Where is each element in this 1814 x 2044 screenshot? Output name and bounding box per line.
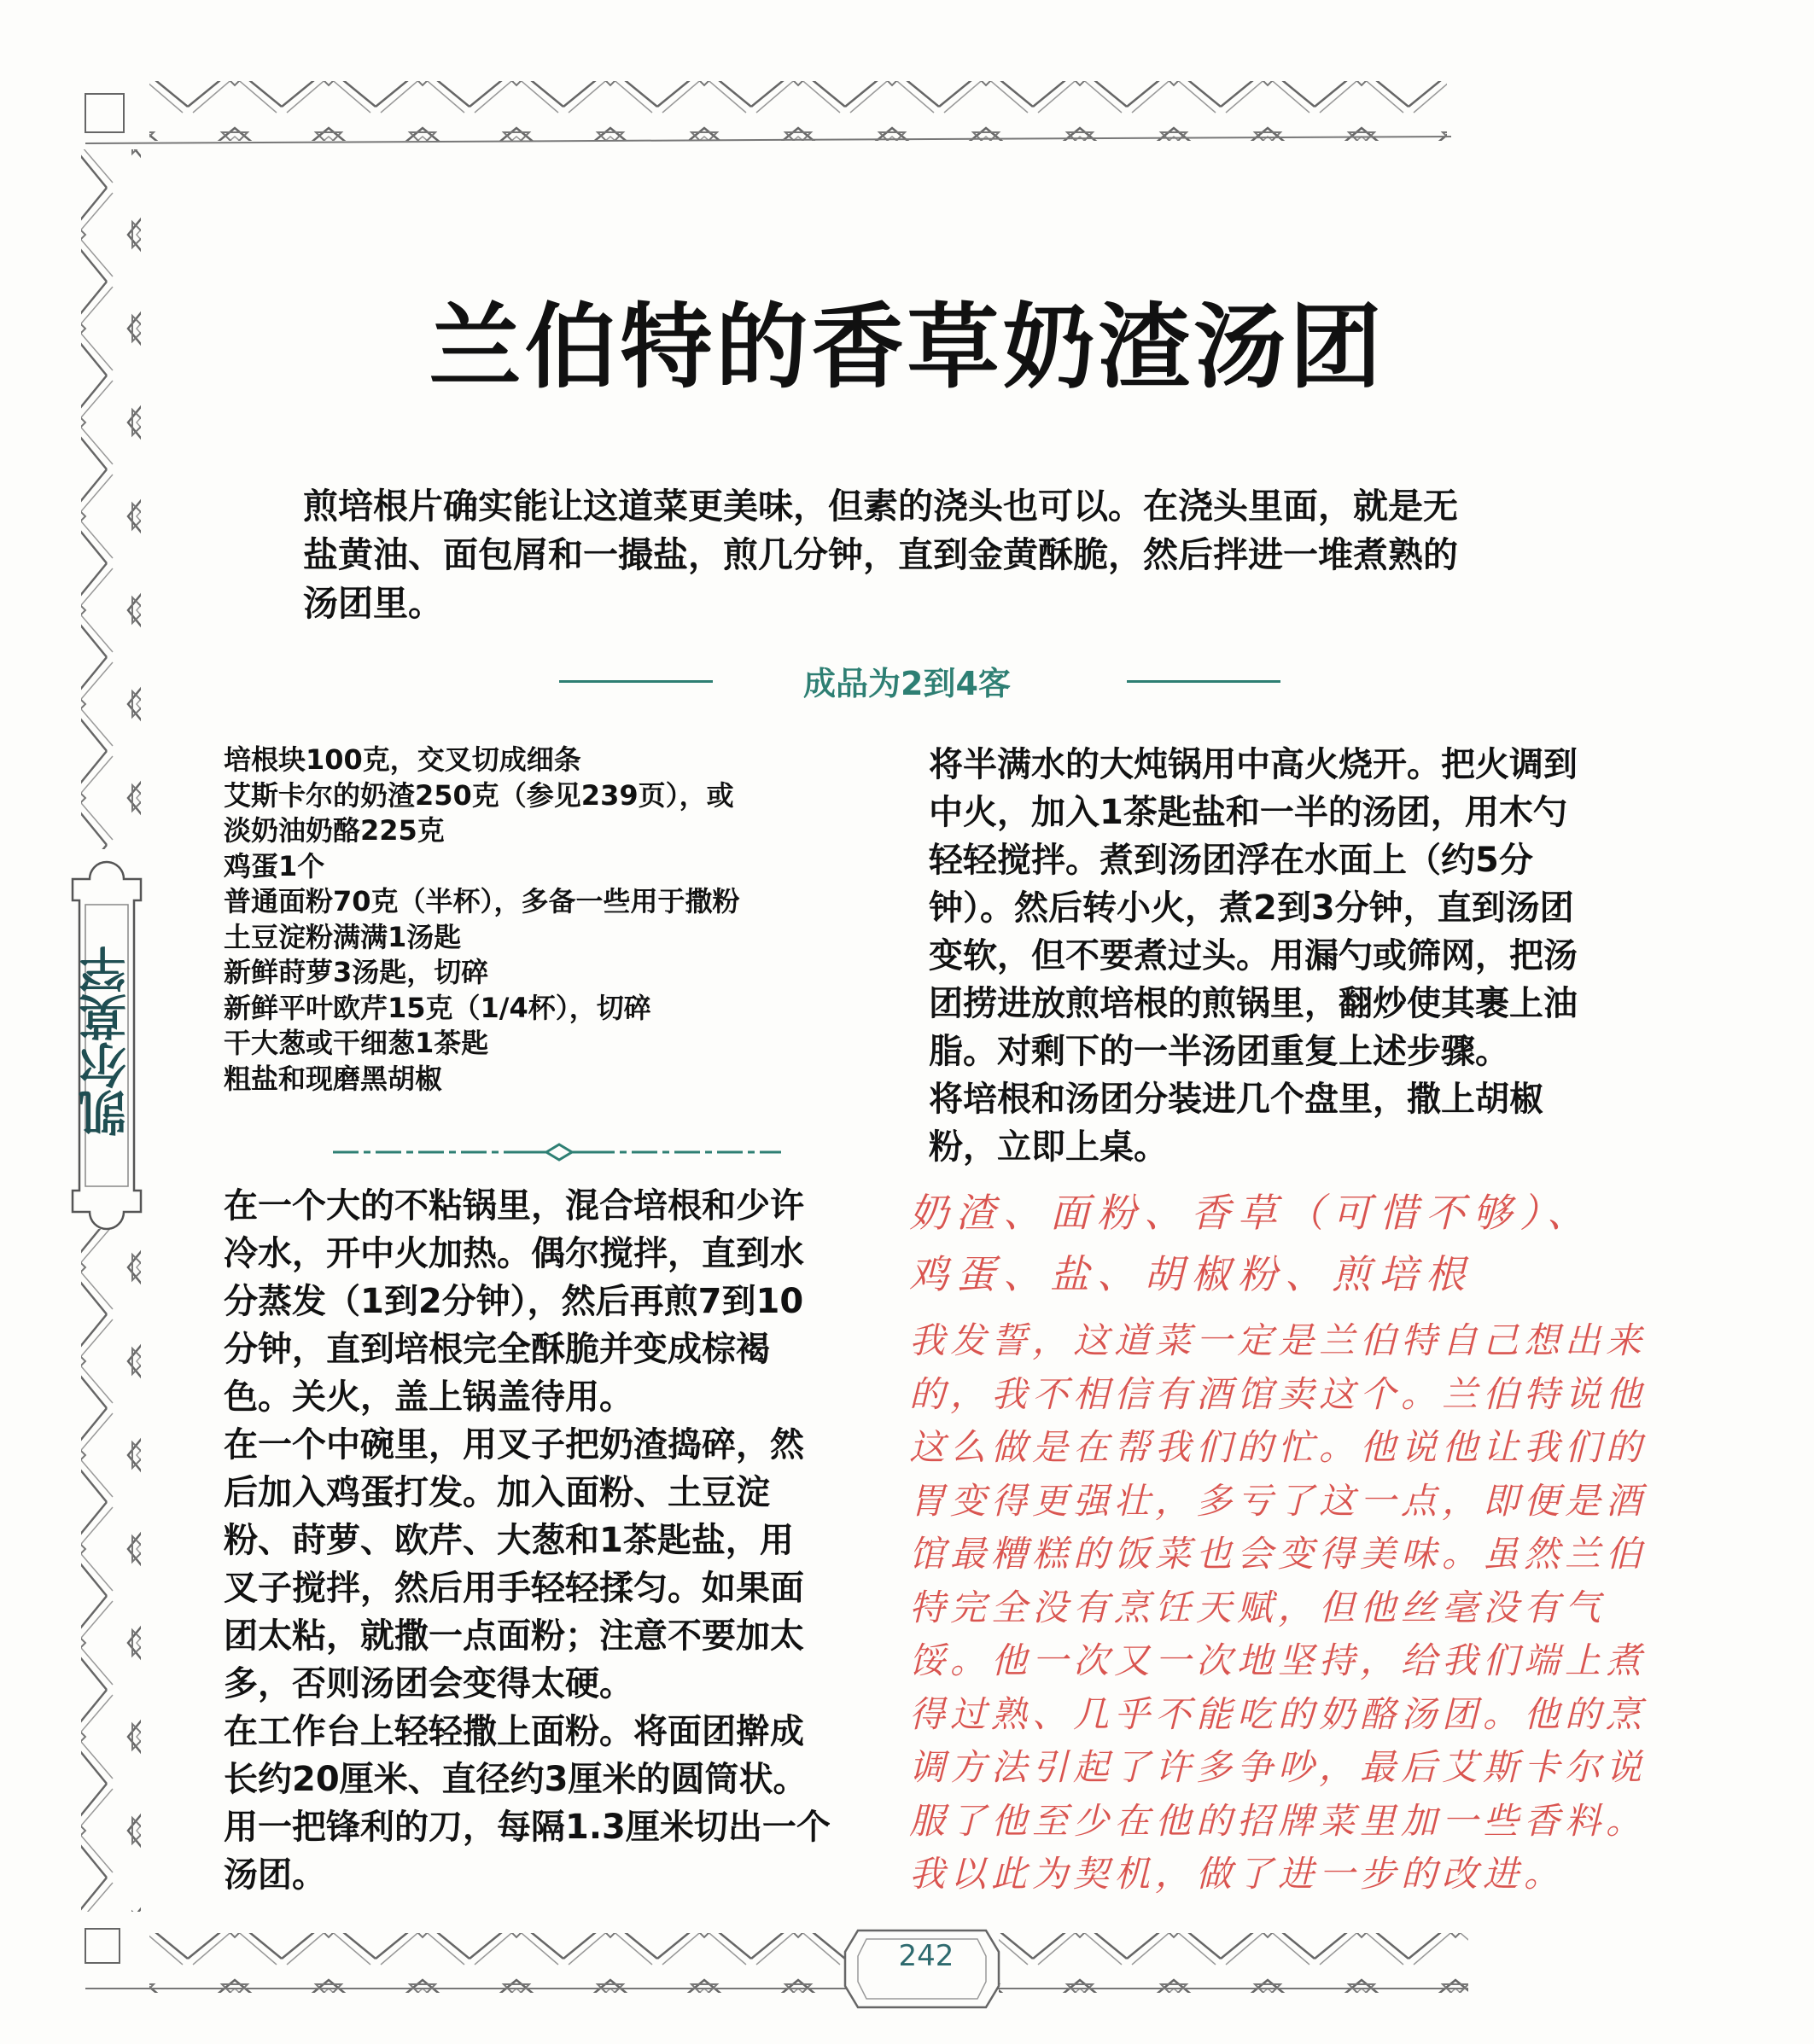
text-line: 奶渣、面粉、香草（可惜不够）、 [909,1190,1594,1236]
text-line: 轻轻搅拌。煮到汤团浮在水面上（约5分 [929,841,1533,880]
ingredients-divider [333,1144,781,1160]
page-number: 242 [898,1939,954,1973]
recipe-intro [303,482,1498,628]
text-line: 粉，立即上桌。 [929,1127,1168,1167]
text-line: 煎培根片确实能让这道菜更美味，但素的浇头也可以。在浇头里面，就是无 [303,486,1458,527]
text-line: 服了他至少在他的招牌菜里加一些香料。 [909,1799,1648,1842]
text-line: 叉子搅拌，然后用手轻轻揉匀。如果面 [224,1569,804,1608]
text-line: 鸡蛋、盐、胡椒粉、煎培根 [909,1251,1473,1297]
text-line: 在一个中碗里，用叉子把奶渣捣碎，然 [224,1425,804,1465]
text-line: 新鲜平叶欧芹15克（1/4杯），切碎 [224,991,651,1024]
text-line: 团太粘，就撒一点面粉；注意不要加太 [224,1616,804,1656]
text-line: 馁。他一次又一次地坚持，给我们端上煮 [909,1639,1648,1681]
text-line: 的，我不相信有酒馆卖这个。兰伯特说他 [909,1372,1648,1415]
side-tab-label: 凯尔莫罕 [79,946,134,1137]
text-line: 培根块100克，交叉切成细条 [224,743,581,776]
steps-left-column [224,1182,831,1899]
text-line: 得过熟、几乎不能吃的奶酪汤团。他的烹 [909,1692,1648,1735]
text-line: 盐黄油、面包屑和一撮盐，煎几分钟，直到金黄酥脆，然后拌进一堆煮熟的 [303,534,1458,575]
text-line: 汤团。 [224,1855,326,1895]
text-line: 分蒸发（1到2分钟），然后再煎7到10 [224,1282,804,1321]
text-line: 在工作台上轻轻撒上面粉。将面团擀成 [224,1712,804,1751]
text-line: 脂。对剩下的一半汤团重复上述步骤。 [929,1032,1509,1071]
text-line: 色。关火，盖上锅盖待用。 [224,1377,633,1417]
text-line: 艾斯卡尔的奶渣250克（参见239页），或 [224,778,734,812]
text-line: 干大葱或干细葱1茶匙 [224,1027,489,1059]
text-line: 冷水，开中火加热。偶尔搅拌，直到水 [224,1234,804,1273]
border-bottom [85,1929,1468,1993]
servings-rule-right [1127,680,1280,683]
text-line: 用一把锋利的刀，每隔1.3厘米切出一个 [224,1808,831,1847]
text-line: 分钟，直到培根完全酥脆并变成棕褐 [224,1330,770,1369]
text-line: 粉、莳萝、欧芹、大葱和1茶匙盐，用 [224,1521,794,1560]
steps-right-column [929,741,1578,1171]
text-line: 在一个大的不粘锅里，混合培根和少许 [224,1186,804,1226]
text-line: 多，否则汤团会变得太硬。 [224,1664,633,1703]
text-line: 我发誓，这道菜一定是兰伯特自己想出来 [909,1319,1648,1361]
text-line: 特完全没有烹饪天赋，但他丝毫没有气 [909,1586,1607,1628]
text-line: 后加入鸡蛋打发。加入面粉、土豆淀 [224,1473,770,1512]
text-line: 变软，但不要煮过头。用漏勺或筛网，把汤 [929,936,1578,975]
ingredients-list [224,742,740,1097]
handwritten-ingredient-note [909,1182,1594,1305]
servings-label: 成品为2到4客 [803,665,1011,702]
text-line: 团捞进放煎培根的煎锅里，翻炒使其裹上油 [929,984,1578,1023]
text-line: 钟）。然后转小火，煮2到3分钟，直到汤团 [929,888,1574,928]
text-line: 粗盐和现磨黑胡椒 [224,1062,443,1095]
border-top [85,81,1451,143]
text-line: 淡奶油奶酪225克 [224,814,445,847]
text-line: 馆最糟糕的饭菜也会变得美味。虽然兰伯 [909,1533,1648,1575]
text-line: 鸡蛋1个 [224,849,325,882]
text-line: 这么做是在帮我们的忙。他说他让我们的 [909,1426,1648,1468]
text-line: 普通面粉70克（半杯），多备一些用于撒粉 [224,885,740,917]
text-line: 胃变得更强壮，多亏了这一点，即便是酒 [909,1479,1648,1522]
text-line: 长约20厘米、直径约3厘米的圆筒状。 [224,1760,808,1799]
text-line: 将半满水的大炖锅用中高火烧开。把火调到 [929,745,1578,784]
recipe-title: 兰伯特的香草奶渣汤团 [429,294,1385,401]
text-line: 调方法引起了许多争吵，最后艾斯卡尔说 [909,1746,1648,1788]
text-line: 土豆淀粉满满1汤匙 [224,920,462,953]
text-line: 汤团里。 [303,583,443,624]
text-line: 将培根和汤团分装进几个盘里，撒上胡椒 [929,1080,1543,1119]
text-line: 我以此为契机，做了进一步的改进。 [909,1853,1566,1895]
handwritten-story-note [909,1314,1647,1901]
text-line: 新鲜莳萝3汤匙，切碎 [224,956,489,988]
text-line: 中火，加入1茶匙盐和一半的汤团，用木勺 [929,793,1567,832]
